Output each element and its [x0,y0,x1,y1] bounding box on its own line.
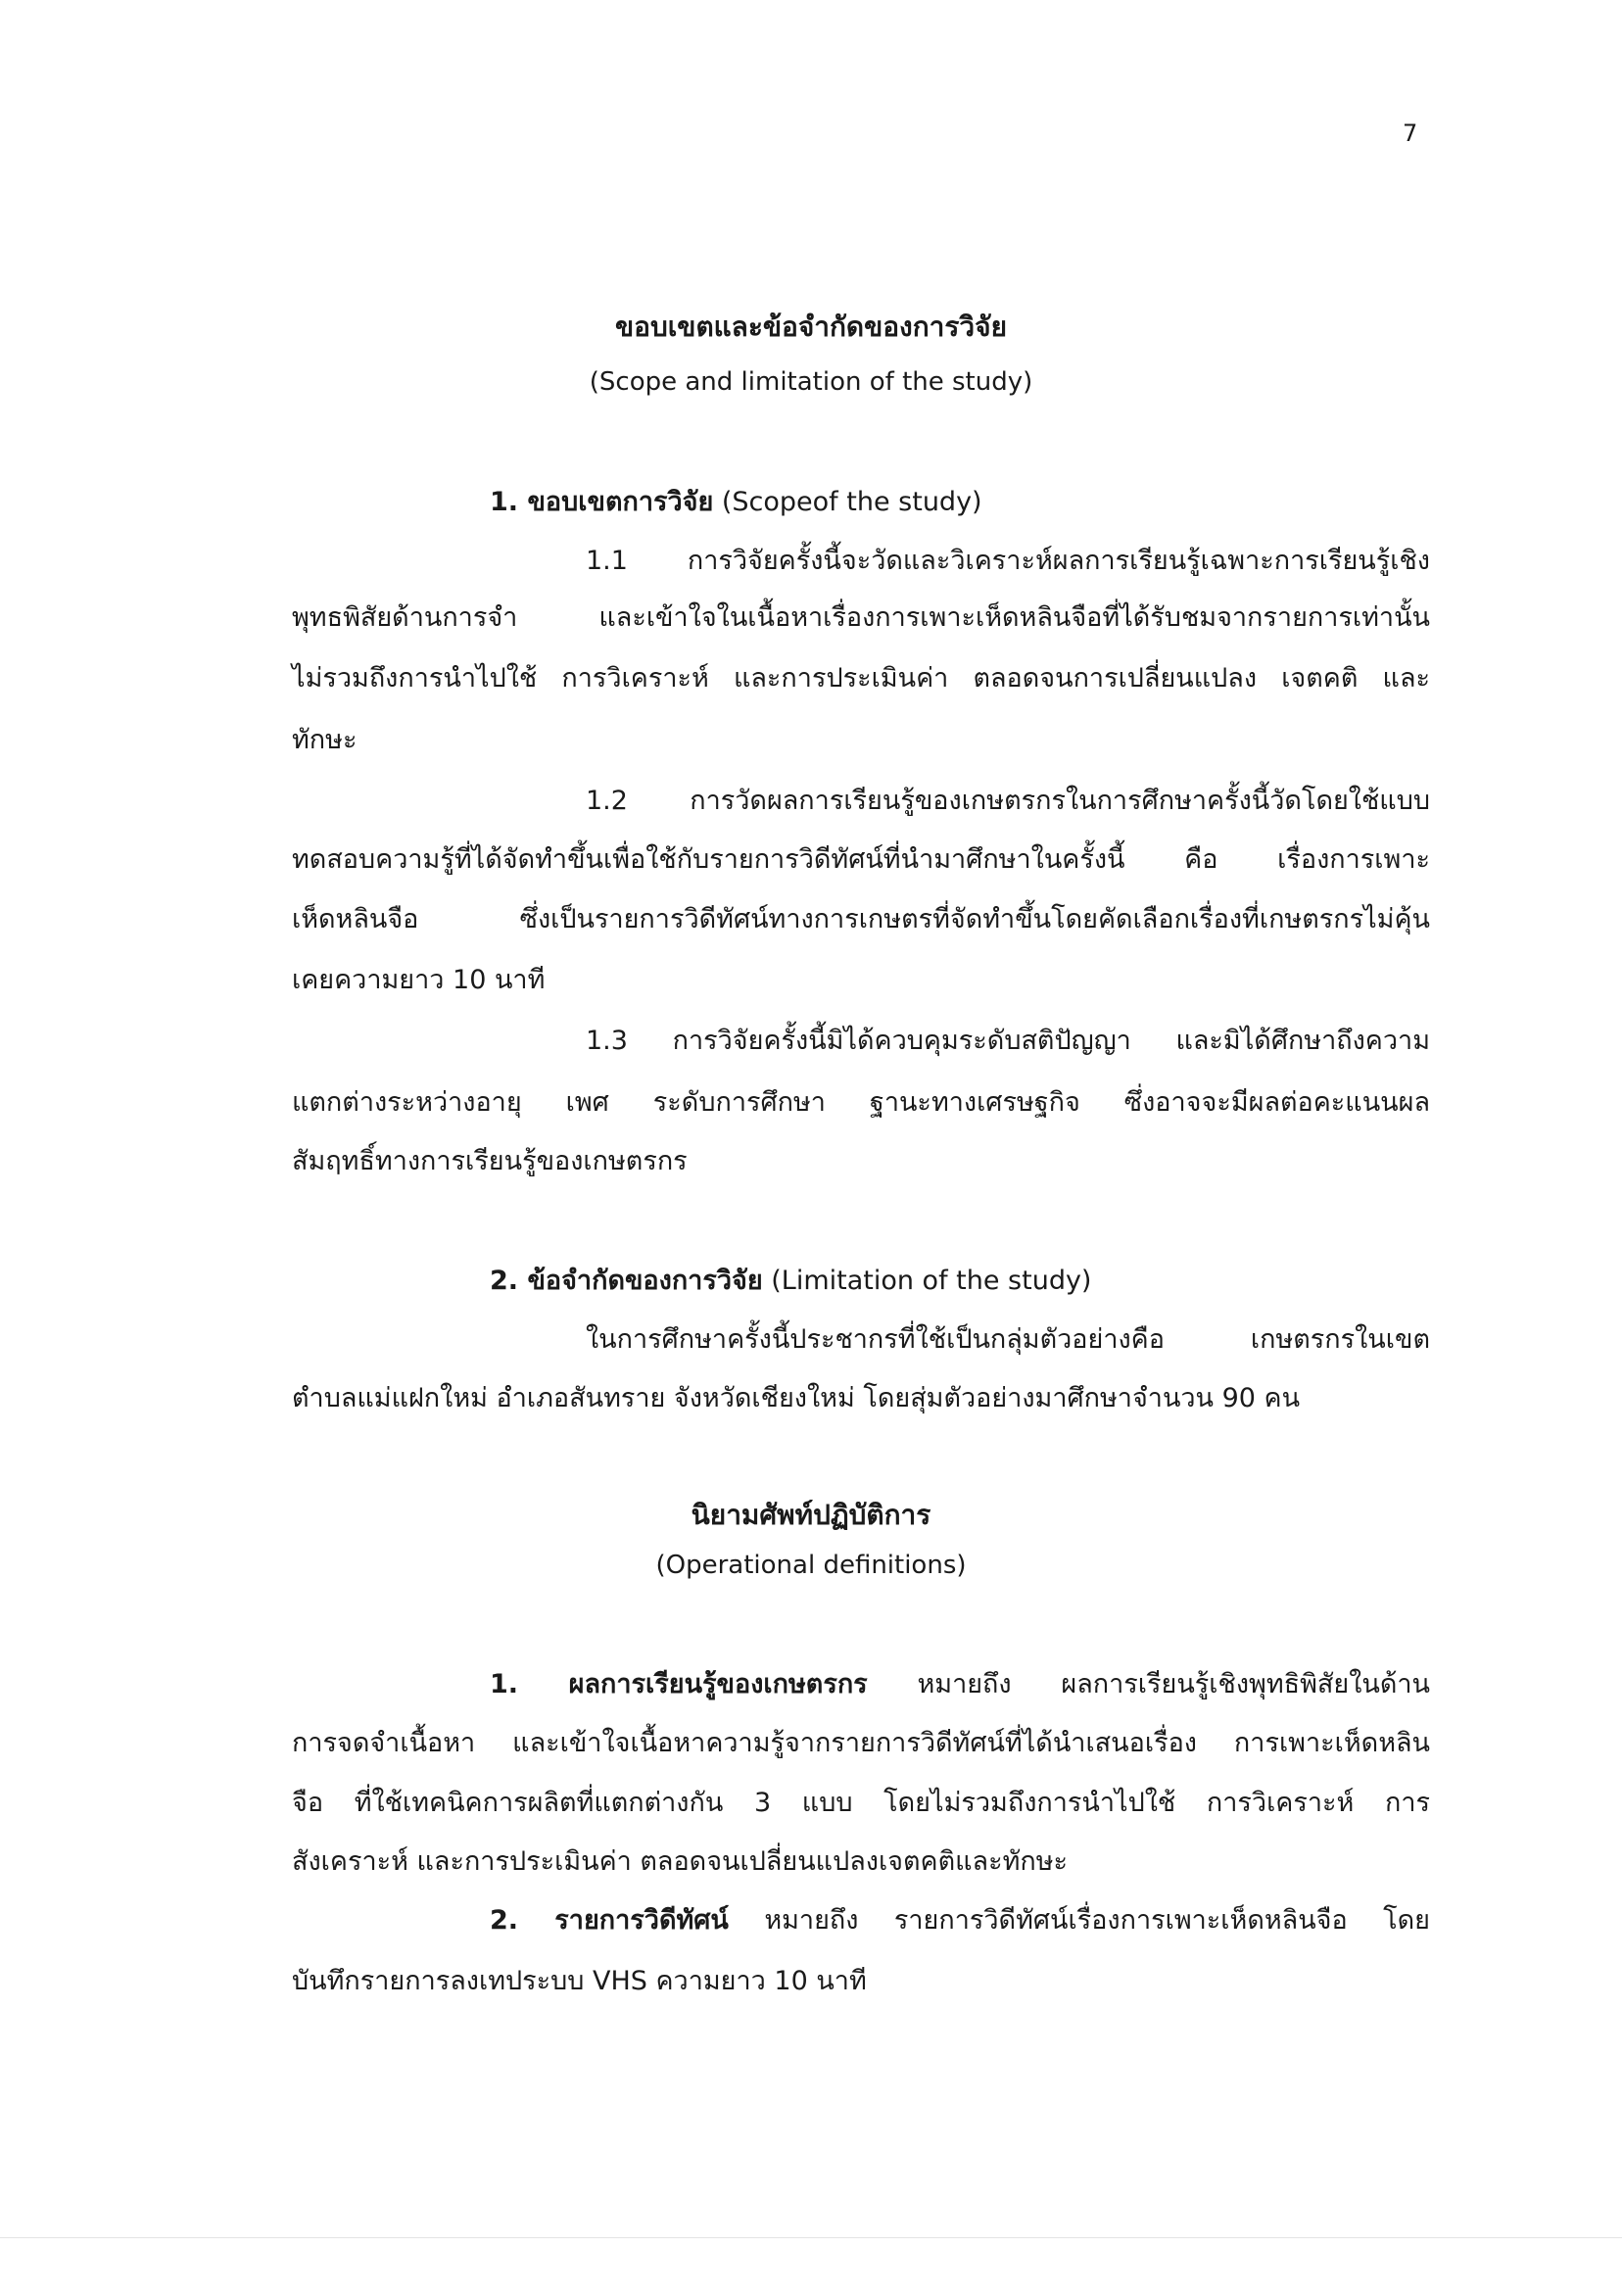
definition-1-term: 1. ผลการเรียนรู้ของเกษตรกร [490,1669,868,1699]
paragraph-line: การจดจำเนื้อหา และเข้าใจเนื้อหาความรู้จากรายการวิดีทัศน์ที่ได้นำเสนอเรื่อง การเพาะเห็ดหลิน [292,1728,1430,1758]
limitation-heading-en: (Limitation of the study) [762,1266,1092,1296]
paragraph-line: 1.1 การวิจัยครั้งนี้จะวัดและวิเคราะห์ผลการเรียนรู้เฉพาะการเรียนรู้เชิง [586,546,1430,576]
paragraph-line: ทดสอบความรู้ที่ได้จัดทำขึ้นเพื่อใช้กับรายการวิดีทัศน์ที่นำมาศึกษาในครั้งนี้ คือ เรื่องการเพาะ [292,844,1430,875]
scope-heading-en: (Scopeof the study) [713,487,982,517]
paragraph-line: ไม่รวมถึงการนำไปใช้ การวิเคราะห์ และการประเมินค่า ตลอดจนการเปลี่ยนแปลง เจตคติ และ [292,663,1430,694]
paragraph-line: จือ ที่ใช้เทคนิคการผลิตที่แตกต่างกัน 3 แบบ โดยไม่รวมถึงการนำไปใช้ การวิเคราะห์ การ [292,1788,1430,1818]
definition-1-first-line [490,1662,1430,1704]
paragraph-line: ในการศึกษาครั้งนี้ประชากรที่ใช้เป็นกลุ่มตัวอย่างคือ เกษตรกรในเขต [586,1324,1430,1355]
paragraph-line: 1.3 การวิจัยครั้งนี้มิได้ควบคุมระดับสติปัญญา และมิได้ศึกษาถึงความ [586,1026,1430,1056]
paragraph-line: พุทธพิสัยด้านการจำ และเข้าใจในเนื้อหาเรื่องการเพาะเห็ดหลินจือที่ได้รับชมจากรายการเท่านั้น [292,602,1430,633]
definition-2-first-line [490,1898,1430,1940]
definitions-title-en: (Operational definitions) [655,1551,967,1580]
limitation-heading-th: 2. ข้อจำกัดของการวิจัย [490,1266,763,1296]
scope-heading-th: 1. ขอบเขตการวิจัย [490,487,714,517]
definitions-title-th: นิยามศัพท์ปฏิบัติการ [691,1499,931,1531]
section-title-en: (Scope and limitation of the study) [589,367,1033,397]
paragraph-line: ทักษะ [292,725,358,755]
paragraph-line: บันทึกรายการลงเทประบบ VHS ความยาว 10 นาที [292,1966,867,1996]
page-number: 7 [1403,120,1418,147]
definition-1-text: หมายถึง ผลการเรียนรู้เชิงพุทธิพิสัยในด้าน [867,1669,1430,1699]
scope-heading [490,480,982,522]
section-title-th: ขอบเขตและข้อจำกัดของการวิจัย [615,311,1007,343]
scan-edge-divider [0,2237,1622,2238]
paragraph-line: เคยความยาว 10 นาที [292,965,546,995]
paragraph-line: สัมฤทธิ์ทางการเรียนรู้ของเกษตรกร [292,1146,688,1176]
definition-2-text: หมายถึง รายการวิดีทัศน์เรื่องการเพาะเห็ดหลินจือ โดย [728,1905,1430,1936]
limitation-heading [490,1259,1091,1301]
paragraph-line: ตำบลแม่แฝกใหม่ อำเภอสันทราย จังหวัดเชียงใหม่ โดยสุ่มตัวอย่างมาศึกษาจำนวน 90 คน [292,1383,1301,1413]
paragraph-line: แตกต่างระหว่างอายุ เพศ ระดับการศึกษา ฐานะทางเศรษฐกิจ ซึ่งอาจจะมีผลต่อคะแนนผล [292,1087,1430,1118]
paragraph-line: 1.2 การวัดผลการเรียนรู้ของเกษตรกรในการศึกษาครั้งนี้วัดโดยใช้แบบ [586,786,1430,816]
definition-2-term: 2. รายการวิดีทัศน์ [490,1905,729,1936]
paragraph-line: สังเคราะห์ และการประเมินค่า ตลอดจนเปลี่ยนแปลงเจตคติและทักษะ [292,1846,1069,1877]
paragraph-line: เห็ดหลินจือ ซึ่งเป็นรายการวิดีทัศน์ทางการเกษตรที่จัดทำขึ้นโดยคัดเลือกเรื่องที่เกษตรกรไม่คุ้น [292,904,1430,934]
